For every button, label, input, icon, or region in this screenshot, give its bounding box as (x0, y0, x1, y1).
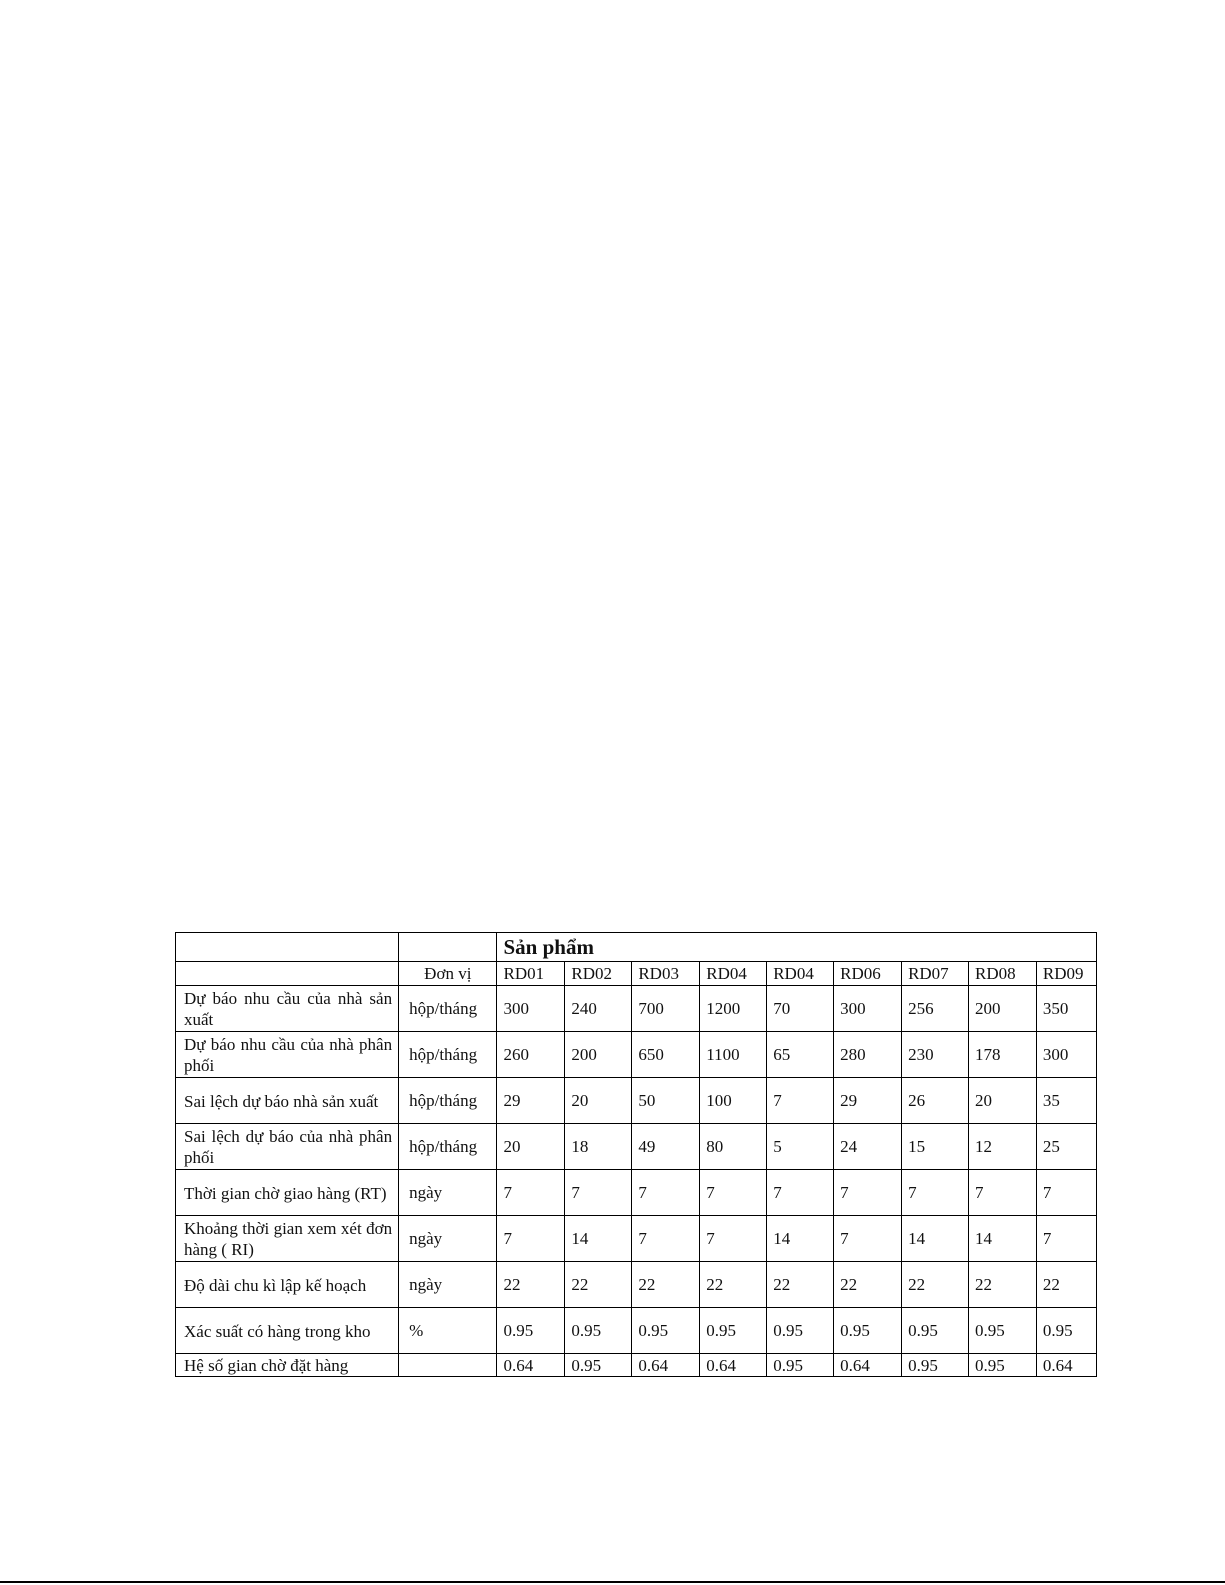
value-cell: 15 (902, 1124, 969, 1170)
value-cell: 7 (632, 1216, 700, 1262)
value-cell: 7 (1036, 1170, 1096, 1216)
row-label: Sai lệch dự báo nhà sản xuất (176, 1078, 399, 1124)
table-row (176, 1308, 1097, 1354)
value-cell: 22 (834, 1262, 902, 1308)
table-row (176, 986, 1097, 1032)
value-cell: 7 (968, 1170, 1036, 1216)
value-cell: 7 (1036, 1216, 1096, 1262)
value-cell: 7 (902, 1170, 969, 1216)
value-cell: 7 (834, 1216, 902, 1262)
value-cell: 7 (497, 1170, 565, 1216)
empty-label-header-cell (176, 962, 399, 986)
value-cell: 7 (767, 1078, 834, 1124)
value-cell: 0.95 (968, 1354, 1036, 1377)
value-cell: 35 (1036, 1078, 1096, 1124)
value-cell: 80 (700, 1124, 767, 1170)
row-unit: ngày (399, 1262, 497, 1308)
value-cell: 0.95 (632, 1308, 700, 1354)
product-code: RD07 (902, 962, 969, 986)
value-cell: 20 (565, 1078, 632, 1124)
value-cell: 300 (834, 986, 902, 1032)
row-label: Xác suất có hàng trong kho (176, 1308, 399, 1354)
value-cell: 22 (767, 1262, 834, 1308)
value-cell: 24 (834, 1124, 902, 1170)
value-cell: 700 (632, 986, 700, 1032)
product-code: RD01 (497, 962, 565, 986)
value-cell: 7 (565, 1170, 632, 1216)
value-cell: 12 (968, 1124, 1036, 1170)
product-code: RD04 (700, 962, 767, 986)
row-unit (399, 1354, 497, 1377)
value-cell: 0.95 (902, 1308, 969, 1354)
value-cell: 0.95 (565, 1354, 632, 1377)
value-cell: 7 (497, 1216, 565, 1262)
table-row (176, 1078, 1097, 1124)
row-label: Thời gian chờ giao hàng (RT) (176, 1170, 399, 1216)
table-row (176, 1216, 1097, 1262)
value-cell: 100 (700, 1078, 767, 1124)
value-cell: 29 (834, 1078, 902, 1124)
row-label: Dự báo nhu cầu của nhà phân phối (176, 1032, 399, 1078)
value-cell: 1100 (700, 1032, 767, 1078)
value-cell: 7 (834, 1170, 902, 1216)
unit-header: Đơn vị (399, 962, 497, 986)
row-unit: hộp/tháng (399, 1124, 497, 1170)
value-cell: 0.95 (968, 1308, 1036, 1354)
value-cell: 22 (632, 1262, 700, 1308)
value-cell: 1200 (700, 986, 767, 1032)
value-cell: 650 (632, 1032, 700, 1078)
value-cell: 0.64 (632, 1354, 700, 1377)
product-code: RD09 (1036, 962, 1096, 986)
product-code-row (176, 962, 1097, 986)
value-cell: 22 (700, 1262, 767, 1308)
value-cell: 300 (497, 986, 565, 1032)
value-cell: 50 (632, 1078, 700, 1124)
row-unit: hộp/tháng (399, 1078, 497, 1124)
value-cell: 22 (902, 1262, 969, 1308)
value-cell: 0.64 (834, 1354, 902, 1377)
product-code: RD08 (968, 962, 1036, 986)
value-cell: 25 (1036, 1124, 1096, 1170)
value-cell: 0.95 (834, 1308, 902, 1354)
value-cell: 240 (565, 986, 632, 1032)
row-label: Khoảng thời gian xem xét đơn hàng ( RI) (176, 1216, 399, 1262)
value-cell: 22 (968, 1262, 1036, 1308)
value-cell: 260 (497, 1032, 565, 1078)
value-cell: 22 (497, 1262, 565, 1308)
value-cell: 0.64 (497, 1354, 565, 1377)
value-cell: 20 (497, 1124, 565, 1170)
value-cell: 20 (968, 1078, 1036, 1124)
value-cell: 350 (1036, 986, 1096, 1032)
value-cell: 7 (700, 1216, 767, 1262)
table-row (176, 1032, 1097, 1078)
value-cell: 0.95 (565, 1308, 632, 1354)
value-cell: 65 (767, 1032, 834, 1078)
row-unit: % (399, 1308, 497, 1354)
value-cell: 178 (968, 1032, 1036, 1078)
table-row (176, 1170, 1097, 1216)
value-cell: 300 (1036, 1032, 1096, 1078)
table-row (176, 1262, 1097, 1308)
row-unit: hộp/tháng (399, 986, 497, 1032)
value-cell: 22 (1036, 1262, 1096, 1308)
row-label: Dự báo nhu cầu của nhà sản xuất (176, 986, 399, 1032)
value-cell: 7 (767, 1170, 834, 1216)
value-cell: 0.64 (700, 1354, 767, 1377)
value-cell: 14 (565, 1216, 632, 1262)
value-cell: 0.95 (902, 1354, 969, 1377)
value-cell: 5 (767, 1124, 834, 1170)
empty-corner-cell (176, 933, 399, 962)
row-unit: hộp/tháng (399, 1032, 497, 1078)
product-code: RD04 (767, 962, 834, 986)
row-unit: ngày (399, 1216, 497, 1262)
table-title-row (176, 933, 1097, 962)
empty-unit-title-cell (399, 933, 497, 962)
table-row (176, 1124, 1097, 1170)
value-cell: 256 (902, 986, 969, 1032)
row-label: Độ dài chu kì lập kế hoạch (176, 1262, 399, 1308)
product-code: RD06 (834, 962, 902, 986)
value-cell: 14 (902, 1216, 969, 1262)
value-cell: 7 (632, 1170, 700, 1216)
value-cell: 70 (767, 986, 834, 1032)
value-cell: 22 (565, 1262, 632, 1308)
row-label: Sai lệch dự báo của nhà phân phối (176, 1124, 399, 1170)
product-code: RD02 (565, 962, 632, 986)
product-parameters-table (175, 932, 1097, 1377)
value-cell: 0.95 (767, 1354, 834, 1377)
value-cell: 200 (565, 1032, 632, 1078)
value-cell: 26 (902, 1078, 969, 1124)
value-cell: 0.64 (1036, 1354, 1096, 1377)
value-cell: 29 (497, 1078, 565, 1124)
table-row (176, 1354, 1097, 1377)
value-cell: 200 (968, 986, 1036, 1032)
value-cell: 0.95 (767, 1308, 834, 1354)
value-cell: 0.95 (497, 1308, 565, 1354)
value-cell: 0.95 (1036, 1308, 1096, 1354)
section-title: Sản phẩm (497, 933, 1097, 962)
value-cell: 7 (700, 1170, 767, 1216)
value-cell: 14 (767, 1216, 834, 1262)
page-bottom-rule (0, 1581, 1225, 1583)
row-label: Hệ số gian chờ đặt hàng (176, 1354, 399, 1377)
value-cell: 280 (834, 1032, 902, 1078)
value-cell: 18 (565, 1124, 632, 1170)
value-cell: 49 (632, 1124, 700, 1170)
value-cell: 14 (968, 1216, 1036, 1262)
row-unit: ngày (399, 1170, 497, 1216)
value-cell: 0.95 (700, 1308, 767, 1354)
table-body (176, 933, 1097, 1377)
product-code: RD03 (632, 962, 700, 986)
value-cell: 230 (902, 1032, 969, 1078)
